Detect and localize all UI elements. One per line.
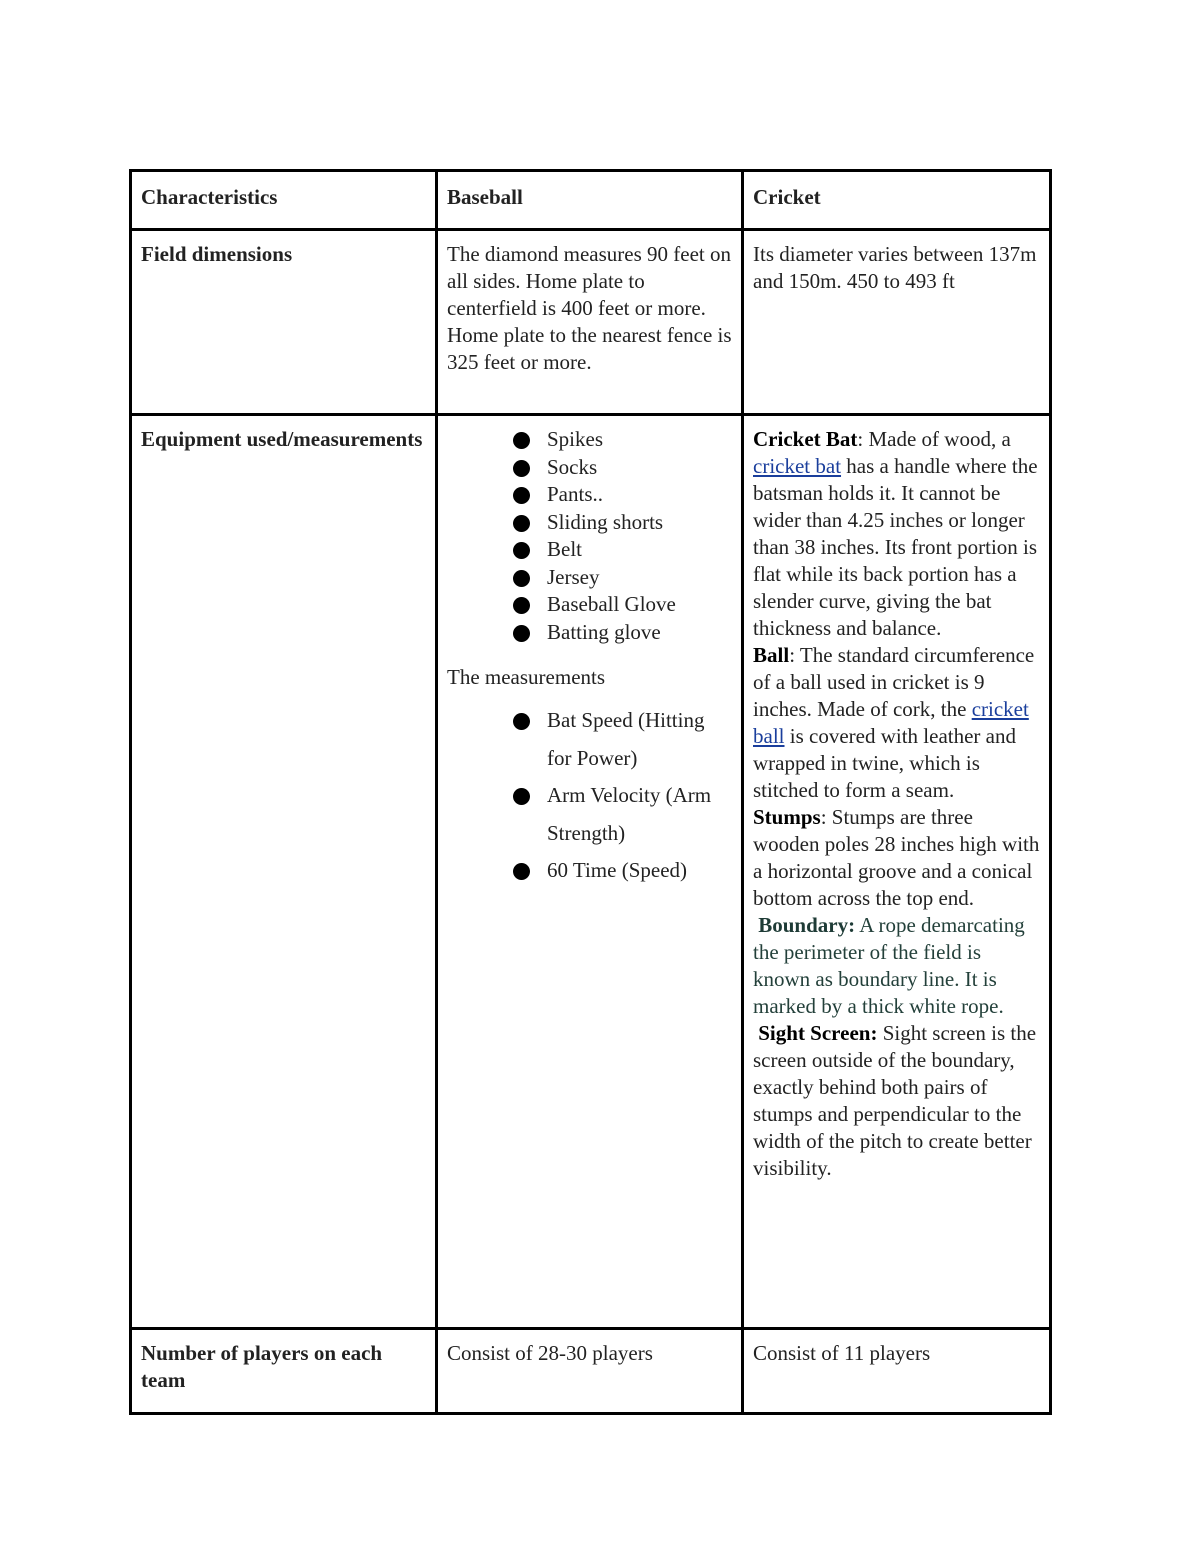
comparison-table: [129, 169, 1052, 1415]
measurements-list: [447, 702, 732, 890]
cricket-bat-pre: : Made of wood, a: [857, 427, 1011, 451]
list-item: Baseball Glove: [513, 591, 732, 619]
header-baseball: Baseball: [437, 171, 743, 230]
stumps-title: Stumps: [753, 805, 821, 829]
sight-screen-title: Sight Screen:: [758, 1021, 878, 1045]
cricket-equipment: [743, 415, 1051, 1329]
label-equipment: Equipment used/measurements: [131, 415, 437, 1329]
list-item: 60 Time (Speed): [513, 852, 732, 890]
list-item: Socks: [513, 454, 732, 482]
ball-title: Ball: [753, 643, 790, 667]
list-item: Belt: [513, 536, 732, 564]
cricket-bat-post: has a handle where the batsman holds it. It cannot be wider than 4.25 inches or longer than 38 inches. Its front portion is flat while its back portion has a slender curve, giving the bat thickness and balance.: [753, 454, 1038, 640]
list-item: Pants..: [513, 481, 732, 509]
baseball-players: Consist of 28-30 players: [437, 1329, 743, 1414]
sight-screen-text: Sight screen is the screen outside of the boundary, exactly behind both pairs of stumps and perpendicular to the width of the pitch to create better visibility.: [753, 1021, 1037, 1180]
cricket-players: Consist of 11 players: [743, 1329, 1051, 1414]
list-item: Jersey: [513, 564, 732, 592]
row-field-dimensions: [131, 230, 1051, 415]
cricket-bat-link[interactable]: cricket bat: [753, 454, 842, 478]
boundary-text: A rope demarcating the perimeter of the field is known as boundary line. It is marked by a thick white rope.: [753, 913, 1025, 1018]
list-item: Arm Velocity (Arm Strength): [513, 777, 732, 852]
ball-pre: : The standard circumference of a ball used in cricket is 9 inches. Made of cork, the: [753, 643, 1035, 721]
header-cricket: Cricket: [743, 171, 1051, 230]
cricket-ball-link[interactable]: cricket ball: [753, 697, 1029, 748]
list-item: Batting glove: [513, 619, 732, 647]
baseball-equipment: [437, 415, 743, 1329]
boundary-block: [753, 913, 1025, 1018]
stumps-text: : Stumps are three wooden poles 28 inches high with a horizontal groove and a conical bottom across the top end.: [753, 805, 1040, 910]
header-row: [131, 171, 1051, 230]
equipment-list: [447, 426, 732, 646]
baseball-field-dimensions: The diamond measures 90 feet on all sides. Home plate to centerfield is 400 feet or more. Home plate to the nearest fence is 325 feet or more.: [437, 230, 743, 415]
list-item: Spikes: [513, 426, 732, 454]
label-field-dimensions: Field dimensions: [131, 230, 437, 415]
measurements-heading: The measurements: [447, 665, 606, 689]
label-players: Number of players on each team: [131, 1329, 437, 1414]
header-characteristics: Characteristics: [131, 171, 437, 230]
cricket-field-dimensions: Its diameter varies between 137m and 150m. 450 to 493 ft: [743, 230, 1051, 415]
cricket-bat-title: Cricket Bat: [753, 427, 858, 451]
list-item: Bat Speed (Hitting for Power): [513, 702, 732, 777]
boundary-title: Boundary:: [758, 913, 856, 937]
row-players: [131, 1329, 1051, 1414]
list-item: Sliding shorts: [513, 509, 732, 537]
ball-post: is covered with leather and wrapped in twine, which is stitched to form a seam.: [753, 724, 1016, 802]
row-equipment: [131, 415, 1051, 1329]
